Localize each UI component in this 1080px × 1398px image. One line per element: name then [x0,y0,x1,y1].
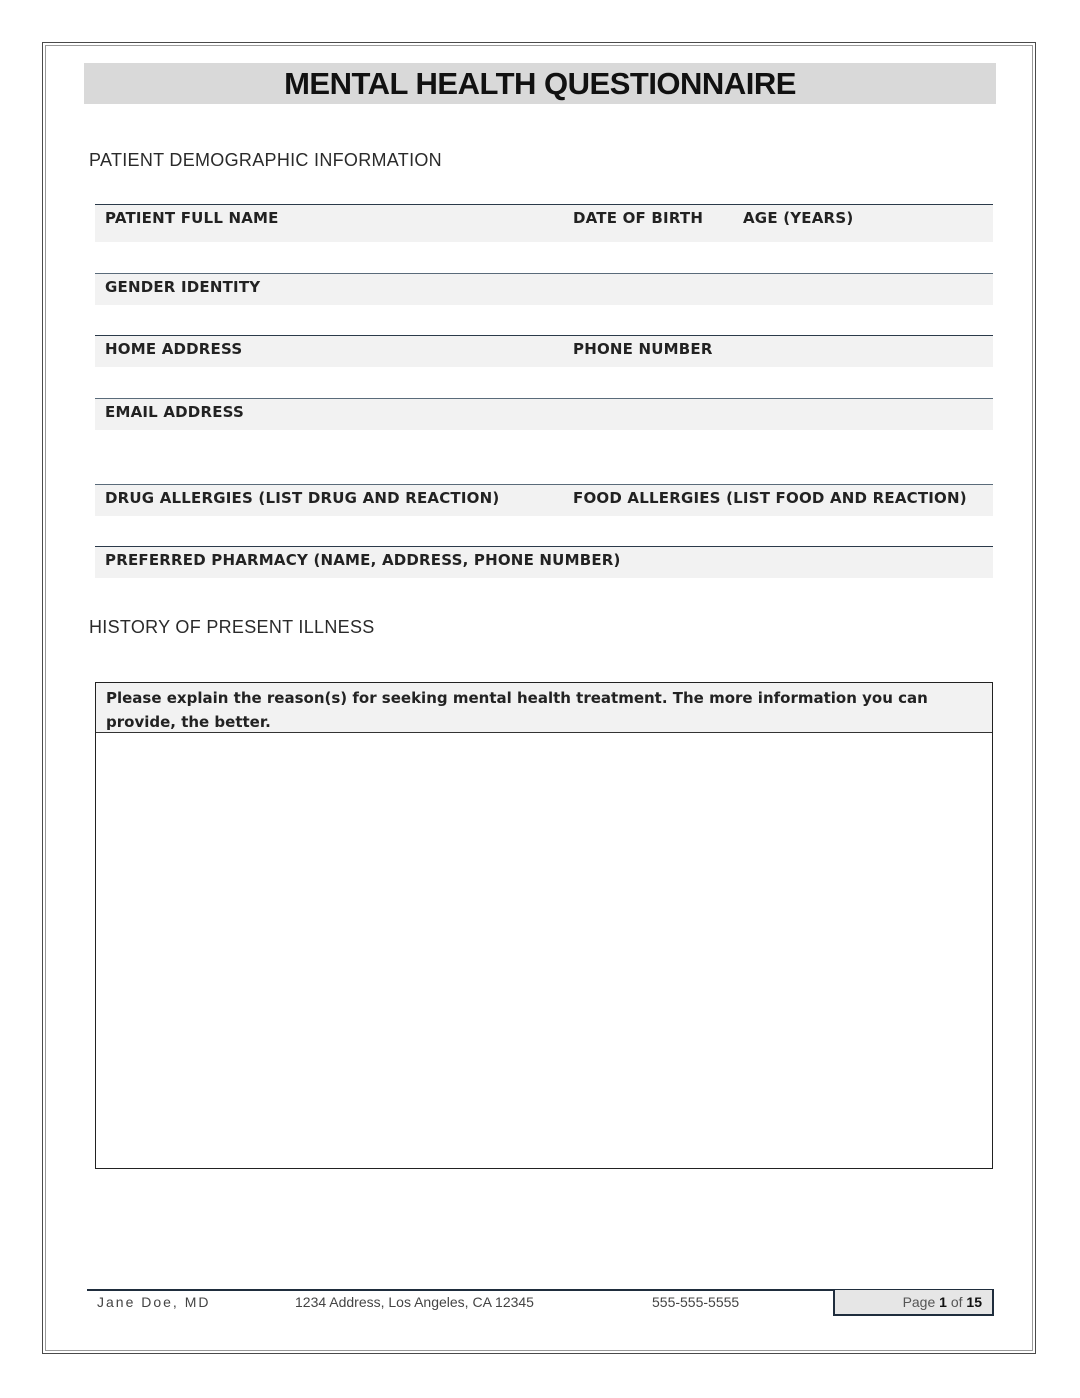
hpi-box [95,682,993,1169]
label-email-address: EMAIL ADDRESS [105,403,244,421]
field-row-email[interactable] [95,398,993,430]
page-label: Page [902,1294,936,1310]
footer-name: Jane Doe, MD [97,1294,211,1310]
field-row-pharmacy[interactable] [95,546,993,578]
footer-phone: 555-555-5555 [652,1294,740,1310]
title-bar [84,63,996,104]
label-age: AGE (YEARS) [743,209,854,227]
label-drug-allergies: DRUG ALLERGIES (LIST DRUG AND REACTION) [105,489,500,507]
page-number-box [833,1290,994,1316]
field-row-gender[interactable] [95,273,993,305]
label-date-of-birth: DATE OF BIRTH [573,209,704,227]
label-home-address: HOME ADDRESS [105,340,243,358]
page-of: of [950,1294,963,1310]
footer-address: 1234 Address, Los Angeles, CA 12345 [295,1294,534,1310]
page-total: 15 [966,1294,982,1310]
label-full-name: PATIENT FULL NAME [105,209,279,227]
hpi-prompt: Please explain the reason(s) for seeking mental health treatment. The more information you can provide, the better. [96,683,992,733]
label-preferred-pharmacy: PREFERRED PHARMACY (NAME, ADDRESS, PHONE NUMBER) [105,551,621,569]
label-phone-number: PHONE NUMBER [573,340,713,358]
section-heading-hpi: HISTORY OF PRESENT ILLNESS [89,617,375,637]
hpi-response-area[interactable] [96,733,992,1167]
page-current: 1 [939,1294,947,1310]
label-food-allergies: FOOD ALLERGIES (LIST FOOD AND REACTION) [573,489,967,507]
field-row-name[interactable] [95,204,993,242]
page-title: MENTAL HEALTH QUESTIONNAIRE [284,65,796,101]
field-row-address[interactable] [95,335,993,367]
section-heading-demographics: PATIENT DEMOGRAPHIC INFORMATION [89,150,442,170]
field-row-allergies[interactable] [95,484,993,516]
label-gender-identity: GENDER IDENTITY [105,278,261,296]
